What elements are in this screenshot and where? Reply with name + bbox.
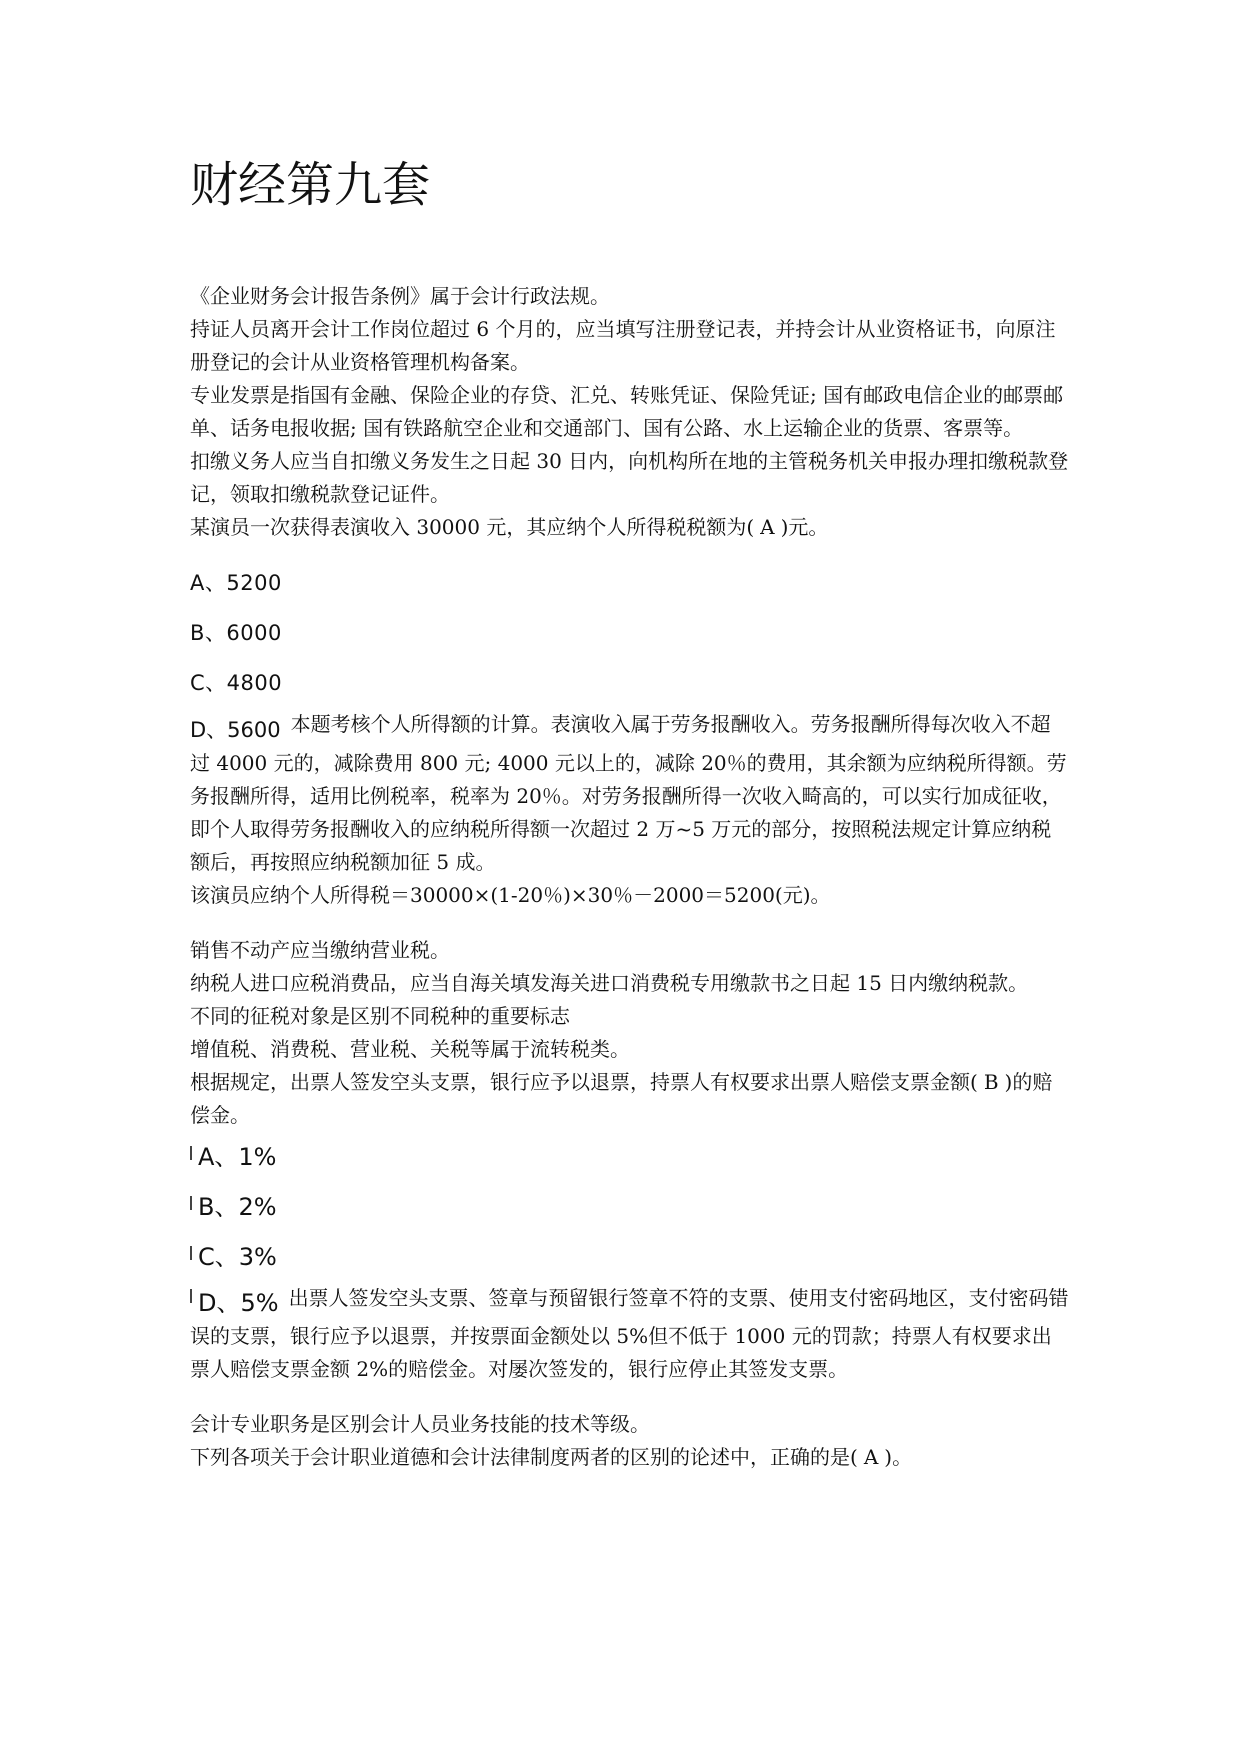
answer-letter: A bbox=[863, 1445, 879, 1469]
paragraph: 《企业财务会计报告条例》属于会计行政法规。 bbox=[190, 284, 610, 308]
answer-letter: B bbox=[983, 1070, 999, 1094]
paragraph: 专业发票是指国有金融、保险企业的存贷、汇兑、转账凭证、保险凭证; 国有邮政电信企业的邮票邮单、话务电报收据; 国有铁路航空企业和交通部门、国有公路、水上运输企业的货票、客票等。 bbox=[190, 383, 1064, 440]
marker-icon bbox=[190, 1196, 192, 1210]
question-text: 根据规定，出票人签发空头支票，银行应予以退票，持票人有权要求出票人赔偿支票金额( bbox=[190, 1070, 978, 1094]
paragraph: 扣缴义务人应当自扣缴义务发生之日起 30 日内，向机构所在地的主管税务机关申报办理扣缴税款登记，领取扣缴税款登记证件。 bbox=[190, 449, 1069, 506]
paragraph: 不同的征税对象是区别不同税种的重要标志 bbox=[190, 1004, 570, 1028]
question-stem bbox=[190, 1066, 1070, 1132]
explanation-paragraph bbox=[190, 708, 1070, 879]
paragraph: 增值税、消费税、营业税、关税等属于流转税类。 bbox=[190, 1037, 630, 1061]
question-stem bbox=[190, 511, 1070, 544]
option-label: B、2% bbox=[198, 1193, 277, 1221]
marker-icon bbox=[190, 1289, 192, 1303]
question-stem bbox=[190, 1441, 1070, 1474]
option-d bbox=[190, 1287, 279, 1320]
question-text-end: )元。 bbox=[780, 515, 829, 539]
paragraph: 销售不动产应当缴纳营业税。 bbox=[190, 938, 450, 962]
paragraph: 纳税人进口应税消费品，应当自海关填发海关进口消费税专用缴款书之日起 15 日内缴纳税款。 bbox=[190, 971, 1029, 995]
explanation-text: 出票人签发空头支票、签章与预留银行签章不符的支票、使用支付密码地区，支付密码错误的支票，银行应予以退票，并按票面金额处以 5%但不低于 1000 元的罚款；持票人有权要求出票人赔偿支票金额 2%的赔偿金。对屡次签发的，银行应停止其签发支票。 bbox=[190, 1286, 1069, 1381]
option-b bbox=[190, 1182, 1070, 1232]
marker-icon bbox=[190, 1246, 192, 1260]
question-text-end: )。 bbox=[884, 1445, 913, 1469]
paragraph: 持证人员离开会计工作岗位超过 6 个月的，应当填写注册登记表，并持会计从业资格证书，向原注册登记的会计从业资格管理机构备案。 bbox=[190, 317, 1056, 374]
explanation-paragraph bbox=[190, 1282, 1070, 1386]
option-label: A、1% bbox=[198, 1143, 277, 1171]
option-c: C、4800 bbox=[190, 671, 283, 695]
question-text: 某演员一次获得表演收入 30000 元，其应纳个人所得税税额为( bbox=[190, 515, 755, 539]
question-text-end: )的赔偿金。 bbox=[190, 1070, 1053, 1127]
document-title: 财经第九套 bbox=[190, 157, 431, 213]
option-a: A、5200 bbox=[190, 571, 282, 595]
question-text: 下列各项关于会计职业道德和会计法律制度两者的区别的论述中，正确的是( bbox=[190, 1445, 858, 1469]
option-b: B、6000 bbox=[190, 621, 282, 645]
option-label: D、5% bbox=[198, 1289, 279, 1317]
option-a bbox=[190, 1132, 1070, 1182]
paragraph: 会计专业职务是区别会计人员业务技能的技术等级。 bbox=[190, 1412, 650, 1436]
formula-line: 该演员应纳个人所得税＝30000×(1-20％)×30％－2000＝5200(元)。 bbox=[190, 883, 831, 907]
option-d: D、5600 bbox=[190, 718, 281, 742]
option-c bbox=[190, 1232, 1070, 1282]
answer-letter: A bbox=[760, 515, 775, 539]
marker-icon bbox=[190, 1146, 192, 1160]
explanation-text: 本题考核个人所得额的计算。表演收入属于劳务报酬收入。劳务报酬所得每次收入不超过 4000 元的，减除费用 800 元; 4000 元以上的，减除 20％的费用，其余额为应纳税所得额。劳务报酬所得，适用比例税率，税率为 20％。对劳务报酬所得一次收入畸高的，可以实行加成征收，即个人取得劳务报酬收入的应纳税所得额一次超过 2 万~5 万元的部分，按照税法规定计算应纳税额后，再按照应纳税额加征 5 成。 bbox=[190, 712, 1067, 874]
document-body bbox=[190, 280, 1070, 1474]
option-label: C、3% bbox=[198, 1243, 277, 1271]
